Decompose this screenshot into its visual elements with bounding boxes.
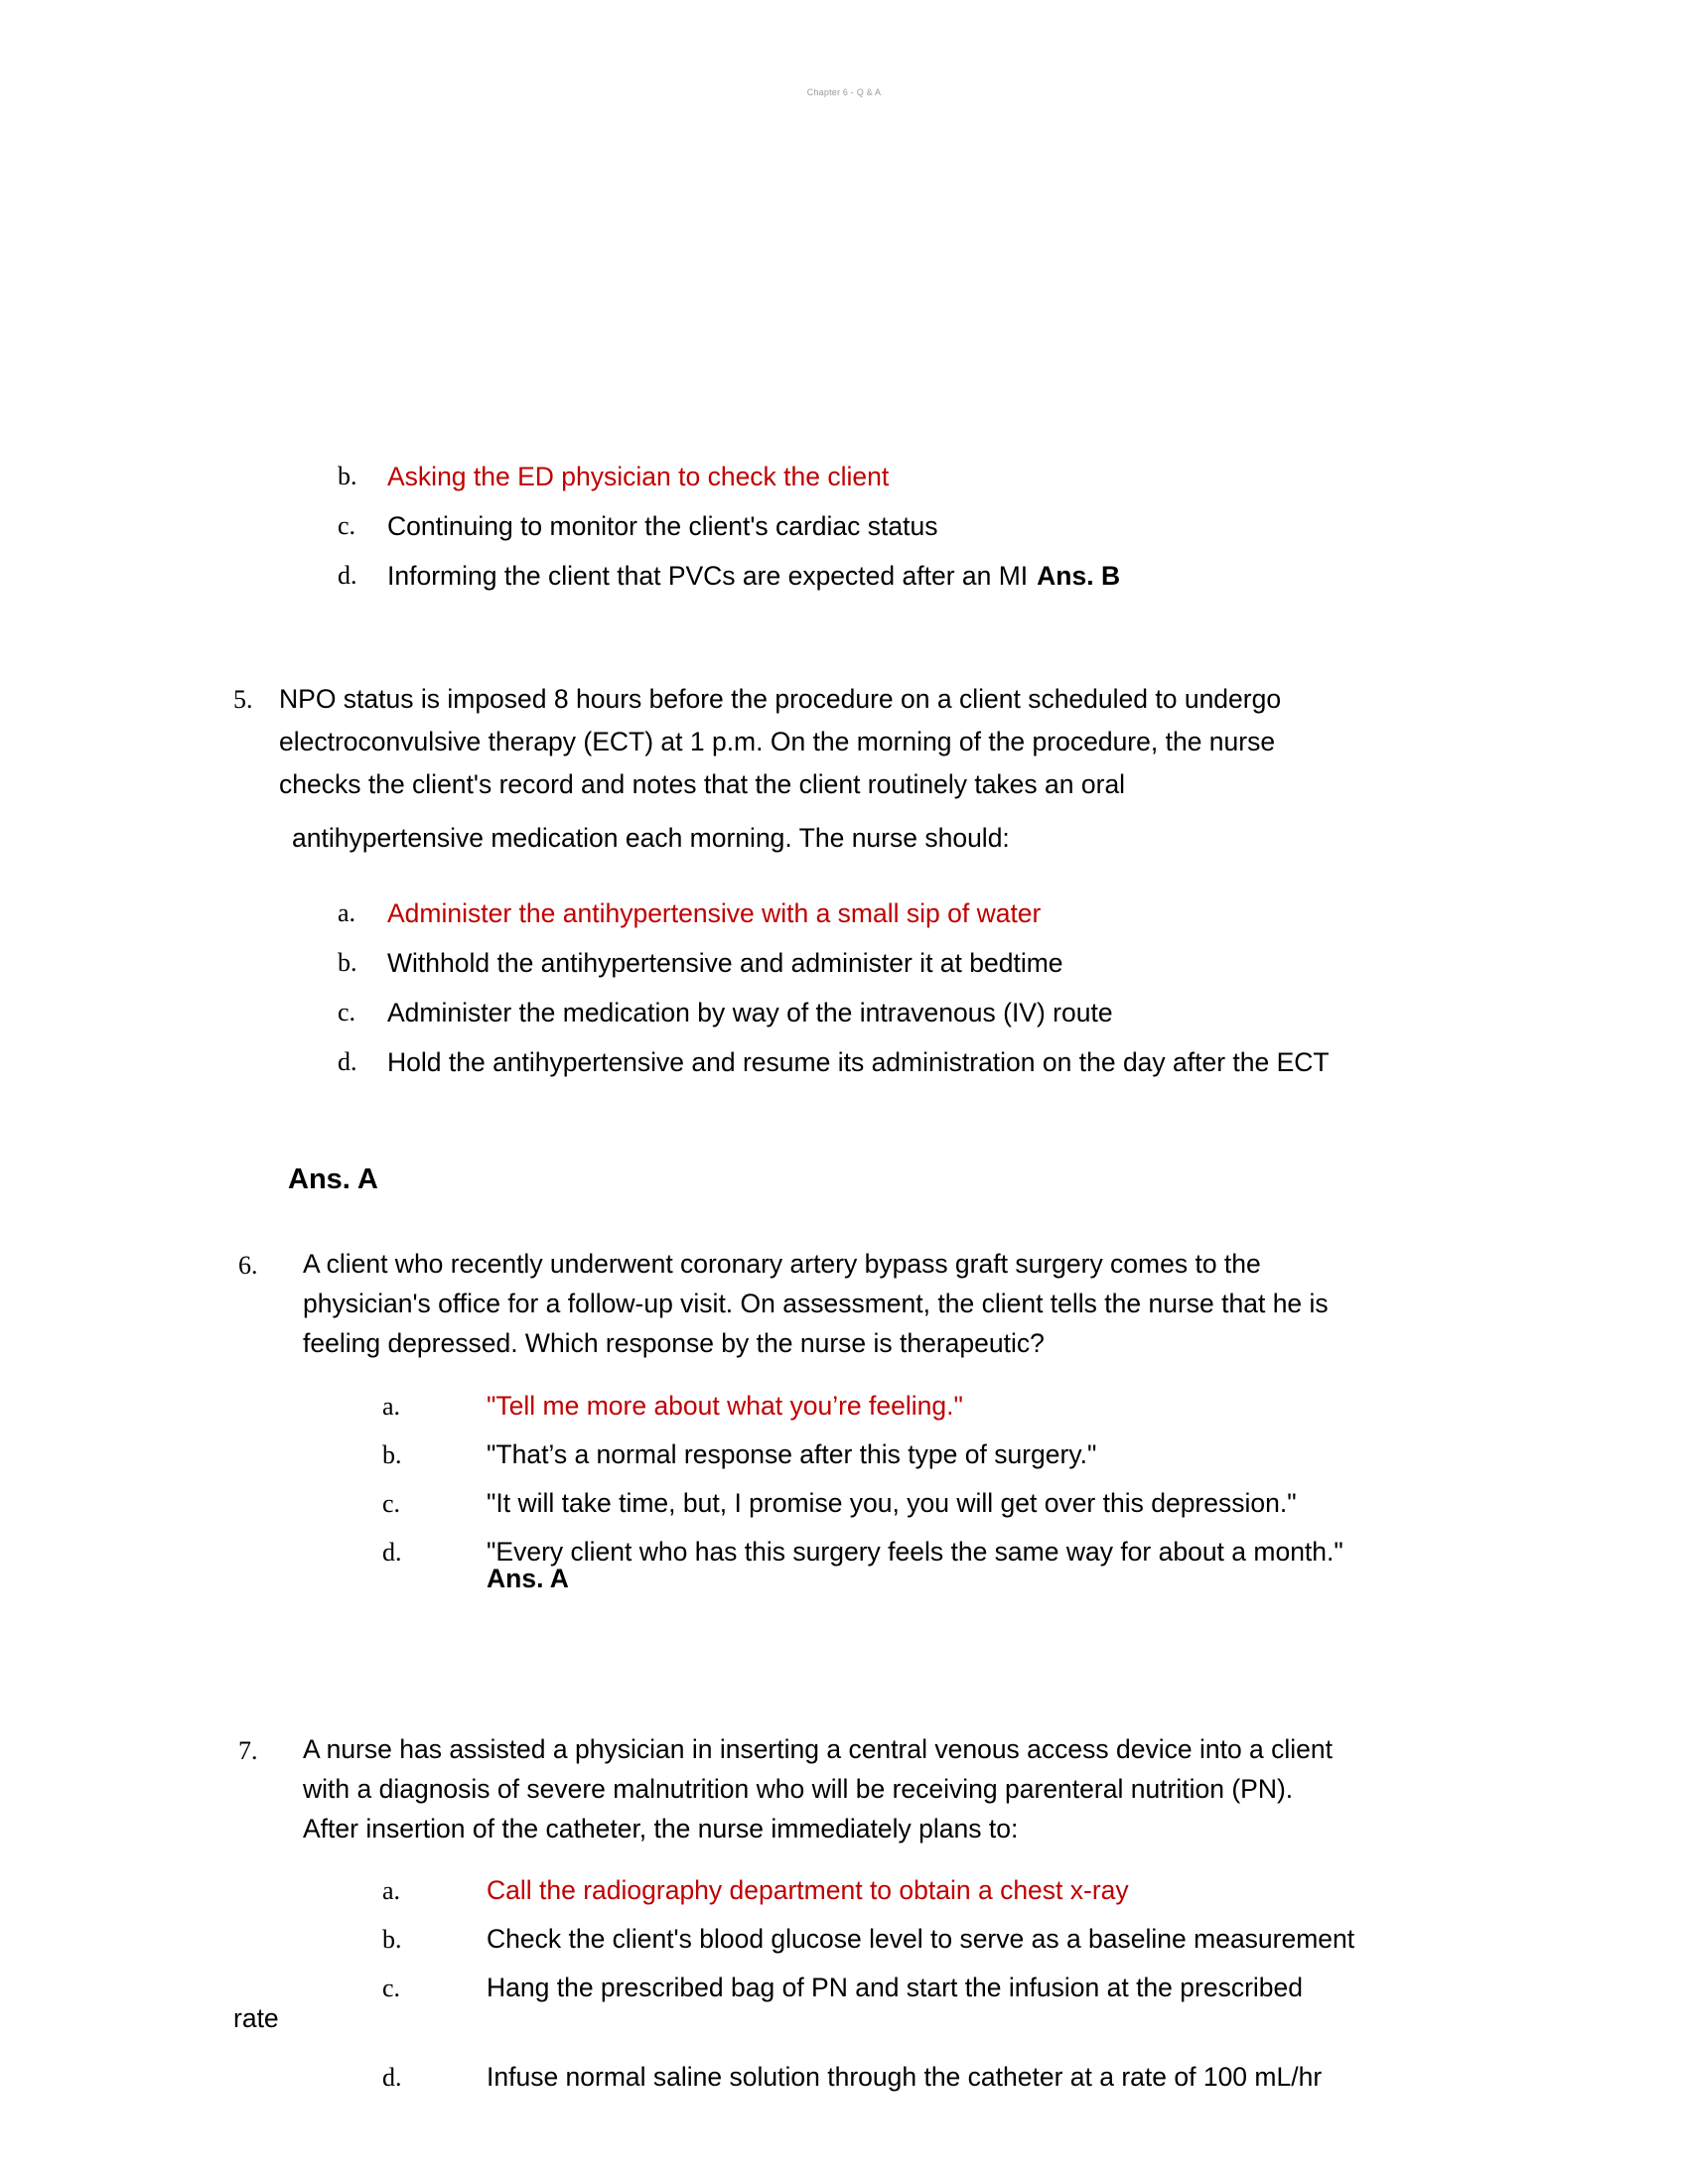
question-7-options-continued — [382, 2053, 1322, 2102]
question-7-line-3: After insertion of the catheter, the nurse immediately plans to: — [303, 1814, 1019, 1843]
option-marker-c: c. — [382, 1489, 401, 1518]
question-5-options — [338, 888, 1330, 1087]
question-5-line-1: NPO status is imposed 8 hours before the procedure on a client scheduled to undergo — [279, 684, 1282, 714]
option-item[interactable] — [338, 501, 1120, 551]
option-item[interactable] — [382, 1479, 1343, 1528]
option-text-b: Check the client's blood glucose level to serve as a baseline measurement — [487, 1924, 1355, 1954]
answer-label-q5: Ans. A — [288, 1163, 378, 1195]
question-6-line-2: physician's office for a follow-up visit. On assessment, the client tells the nurse that he is — [303, 1289, 1329, 1318]
option-item[interactable] — [382, 1431, 1343, 1479]
option-text-d: Infuse normal saline solution through the catheter at a rate of 100 mL/hr — [487, 2062, 1323, 2092]
option-text-c-continuation: rate — [233, 2003, 279, 2033]
option-marker-a: a. — [382, 1392, 401, 1421]
option-marker-b: b. — [382, 1925, 402, 1954]
option-text-d: Informing the client that PVCs are expected after an MI — [387, 561, 1029, 591]
answer-label-q6: Ans. A — [487, 1564, 569, 1593]
option-marker-b: b. — [338, 462, 357, 490]
option-text-b: Asking the ED physician to check the client — [387, 462, 890, 491]
option-item[interactable] — [382, 1866, 1354, 1915]
question-6-line-1: A client who recently underwent coronary artery bypass graft surgery comes to the — [303, 1249, 1261, 1279]
question-5-line-4: antihypertensive medication each morning. The nurse should: — [292, 823, 1010, 853]
question-6-text — [303, 1244, 1329, 1363]
question-5-text — [279, 678, 1281, 806]
question-5 — [233, 678, 1623, 806]
option-text-d: Hold the antihypertensive and resume its administration on the day after the ECT — [387, 1047, 1330, 1077]
option-text-a: Administer the antihypertensive with a small sip of water — [387, 898, 1042, 928]
question-5-line-3: checks the client's record and notes that the client routinely takes an oral — [279, 769, 1126, 799]
question-6-options — [382, 1382, 1343, 1576]
option-text-c: Continuing to monitor the client's cardiac status — [387, 511, 938, 541]
option-item[interactable] — [382, 1964, 1354, 2012]
option-marker-c: c. — [338, 998, 356, 1026]
option-marker-d: d. — [382, 1538, 402, 1567]
option-marker-d: d. — [338, 1047, 357, 1076]
option-marker-d: d. — [382, 2063, 402, 2092]
option-item[interactable] — [338, 938, 1330, 988]
option-marker-c: c. — [338, 511, 356, 540]
question-7-line-2: with a diagnosis of severe malnutrition who will be receiving parenteral nutrition (PN). — [303, 1774, 1294, 1804]
question-5-line-2: electroconvulsive therapy (ECT) at 1 p.m. On the morning of the procedure, the nurse — [279, 727, 1276, 756]
option-marker-b: b. — [382, 1440, 402, 1469]
question-7-line-1: A nurse has assisted a physician in inserting a central venous access device into a client — [303, 1734, 1334, 1764]
question-5-number: 5. — [233, 685, 253, 714]
question-6 — [238, 1244, 1628, 1363]
question-7-text — [303, 1729, 1333, 1848]
option-item[interactable] — [338, 551, 1120, 601]
option-text-c: Administer the medication by way of the intravenous (IV) route — [387, 998, 1113, 1027]
option-item[interactable] — [382, 1382, 1343, 1431]
option-item[interactable] — [338, 452, 1120, 501]
option-marker-a: a. — [382, 1876, 401, 1905]
question-4-options — [338, 452, 1120, 601]
option-item[interactable] — [382, 1915, 1354, 1964]
option-marker-d: d. — [338, 561, 357, 590]
option-item[interactable] — [338, 1037, 1330, 1087]
option-marker-b: b. — [338, 948, 357, 977]
option-text-c: Hang the prescribed bag of PN and start the infusion at the prescribed — [487, 1973, 1303, 2002]
option-text-a: Call the radiography department to obtain a chest x-ray — [487, 1875, 1129, 1905]
option-text-a: "Tell me more about what you’re feeling." — [487, 1391, 963, 1421]
option-text-b: "That’s a normal response after this type of surgery." — [487, 1439, 1097, 1469]
option-text-b: Withhold the antihypertensive and administer it at bedtime — [387, 948, 1063, 978]
question-6-line-3: feeling depressed. Which response by the nurse is therapeutic? — [303, 1328, 1045, 1358]
question-7-number: 7. — [238, 1736, 258, 1765]
option-marker-c: c. — [382, 1974, 401, 2002]
question-6-number: 6. — [238, 1251, 258, 1280]
page-running-header: Chapter 6 - Q & A — [806, 87, 882, 97]
option-item[interactable] — [338, 988, 1330, 1037]
option-marker-a: a. — [338, 898, 356, 927]
option-item[interactable] — [382, 2053, 1322, 2102]
option-text-c: "It will take time, but, I promise you, you will get over this depression." — [487, 1488, 1297, 1518]
answer-label-q4: Ans. B — [1037, 561, 1121, 591]
question-7-options — [382, 1866, 1354, 2012]
question-7 — [238, 1729, 1628, 1848]
option-item[interactable] — [338, 888, 1330, 938]
option-text-d: "Every client who has this surgery feels the same way for about a month." — [487, 1537, 1343, 1567]
